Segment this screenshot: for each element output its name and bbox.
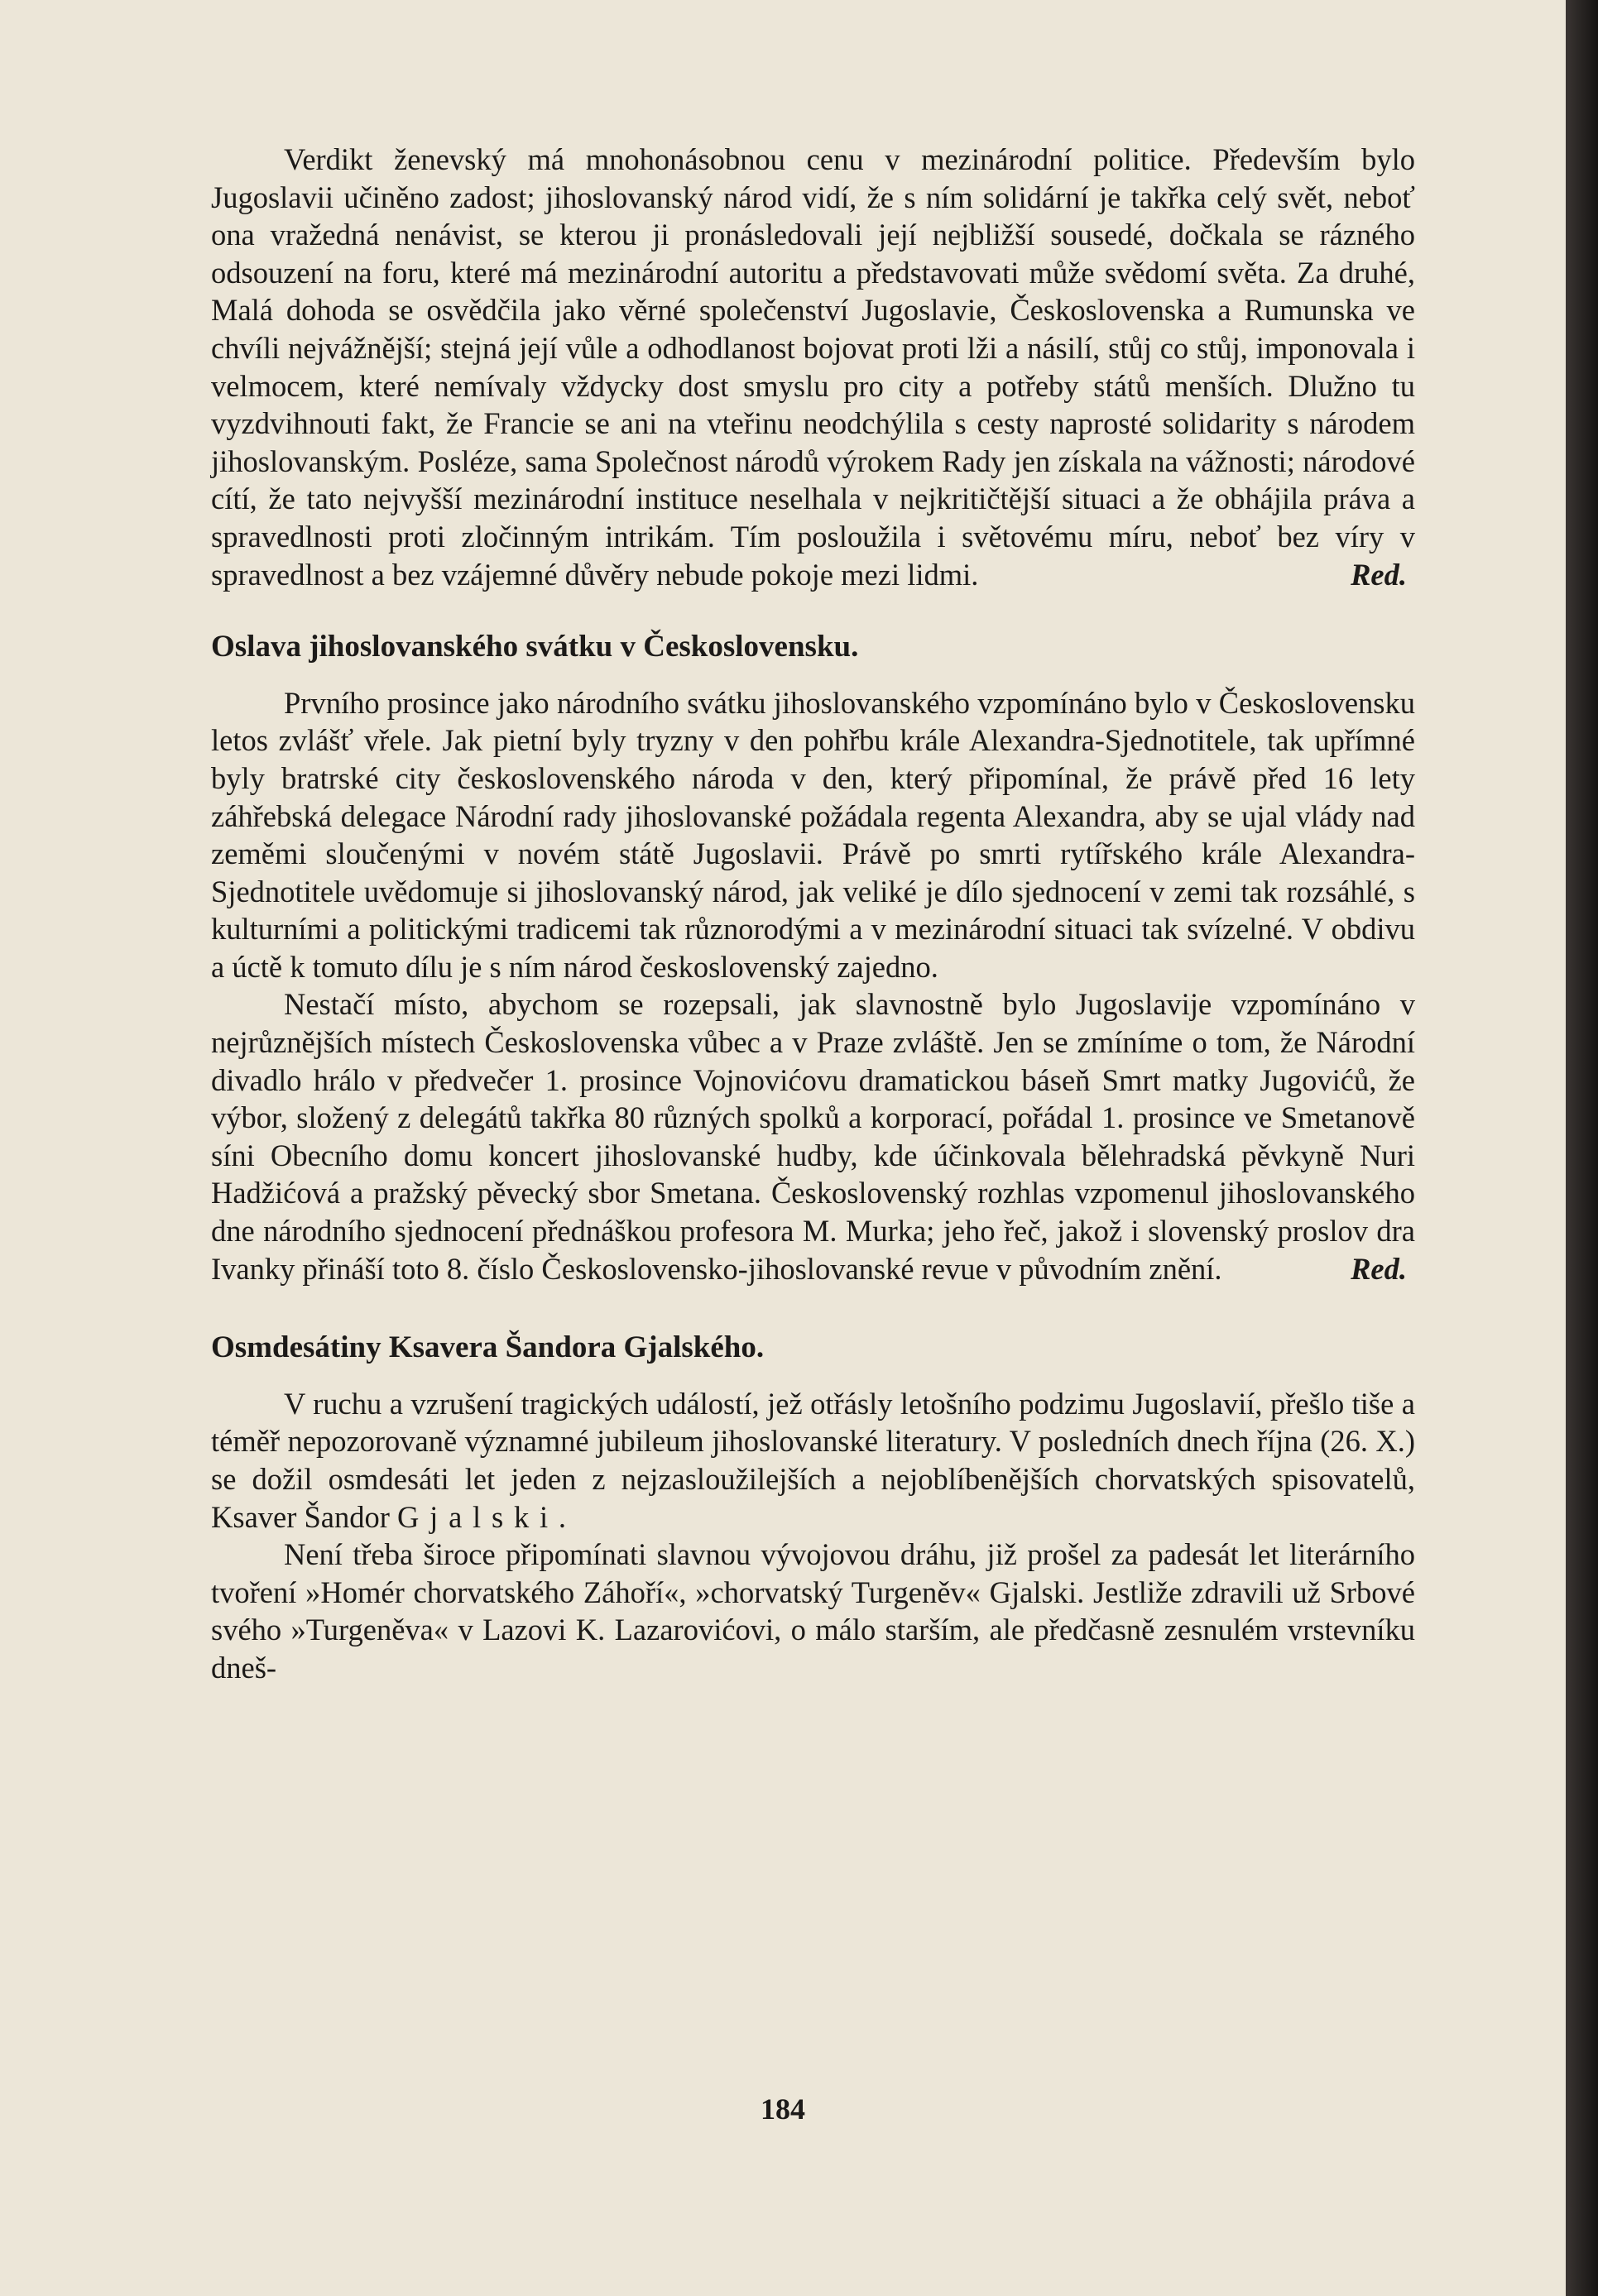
gjalski-name-spaced: Gjalski xyxy=(397,1499,559,1534)
celebration-signature: Red. xyxy=(1351,1251,1407,1286)
section-heading-gjalski: Osmdesátiny Ksavera Šandora Gjalského. xyxy=(211,1330,765,1365)
gjalski-paragraph-1 xyxy=(211,1385,1415,1536)
intro-paragraph: Verdikt ženevský má mnohonásobnou cenu v mezinárodní politice. Především bylo Jugoslavii učiněno zadost; jihoslovanský národ vidí, že s ním solidární je takřka celý svět, neboť ona vražedná nenávist, se kterou ji pronásledovali její nejbližší sousedé, dočkala se rázného odsouzení na foru, které má mezinárodní autoritu a představovati může svědomí světa. Za druhé, Malá dohoda se osvědčila jako věrné společenství Jugoslavie, Československa a Rumunska ve chvíli nejvážnější; stejná její vůle a odhodlanost bojovat proti lži a násilí, stůj co stůj, imponovala i velmocem, které nemívaly vždycky dost smyslu pro city a potřeby států menších. Dlužno tu vyzdvihnouti fakt, že Francie se ani na vteřinu neodchýlila s cesty naprosté solidarity s národem jihoslovanským. Posléze, sama Společnost národů výrokem Rady jen získala na vážnosti; národové cítí, že tato nejvyšší mezinárodní instituce neselhala v nejkritičtější situaci a že obhájila práva a spravedlnosti proti zločinným intrikám. Tím posloužila i světovému míru, neboť bez víry v spravedlnost a bez vzájemné důvěry nebude pokoje mezi lidmi. xyxy=(211,142,1415,592)
gjalski-paragraph-1-end: . xyxy=(558,1499,567,1534)
page-number: 184 xyxy=(761,2092,805,2126)
section-heading-celebration: Oslava jihoslovanského svátku v Československu. xyxy=(211,630,859,664)
page-content xyxy=(211,141,1415,1687)
book-binding-shadow xyxy=(1566,0,1598,2296)
celebration-paragraph-2: Nestačí místo, abychom se rozepsali, jak slavnostně bylo Jugoslavije vzpomínáno v nejrůznějších místech Československa vůbec a v Praze zvláště. Jen se zmíníme o tom, že Národní divadlo hrálo v předvečer 1. prosince Vojnovićovu dramatickou báseň Smrt matky Jugovićů, že výbor, složený z delegátů takřka 80 různých spolků a korporací, pořádal 1. prosince ve Smetanově síni Obecního domu koncert jihoslovanské hudby, kde účinkovala bělehradská pěvkyně Nuri Hadžićová a pražský pěvecký sbor Smetana. Československý rozhlas vzpomenul jihoslovanského dne národního sjednocení přednáškou profesora M. Murka; jeho řeč, jakož i slovenský proslov dra Ivanky přináší toto 8. číslo Československo-jihoslovanské revue v původním znění. xyxy=(211,987,1415,1286)
gjalski-paragraph-1-text: V ruchu a vzrušení tragických událostí, jež otřásly letošního podzimu Jugoslavií, přešlo tiše a téměř nepozorovaně významné jubileum jihoslovanské literatury. V posledních dnech října (26. X.) se dožil osmdesáti let jeden z nejzasloužilejších a nejoblíbenějších chorvatských spisovatelů, Ksaver Šandor xyxy=(211,1386,1415,1534)
intro-signature: Red. xyxy=(1351,557,1407,592)
celebration-paragraph-1: Prvního prosince jako národního svátku jihoslovanského vzpomínáno bylo v Československu letos zvlášť vřele. Jak pietní byly tryzny v den pohřbu krále Alexandra-Sjednotitele, tak upřímné byly bratrské city československého národa v den, který připomínal, že právě před 16 lety záhřebská delegace Národní rady jihoslovanské požádala regenta Alexandra, aby se ujal vlády nad zeměmi sloučenými v novém státě Jugoslavii. Právě po smrti rytířského krále Alexandra-Sjednotitele uvědomuje si jihoslovanský národ, jak veliké je dílo sjednocení v zemi tak rozsáhlé, s kulturními a politickými tradicemi tak různorodými a v mezinárodní situaci tak svízelné. V obdivu a úctě k tomuto dílu je s ním národ československý zajedno. xyxy=(211,685,1415,984)
gjalski-paragraph-2: Není třeba široce připomínati slavnou vývojovou dráhu, již prošel za padesát let literárního tvoření »Homér chorvatského Záhoří«, »chorvatský Turgeněv« Gjalski. Jestliže zdravili už Srbové svého »Turgeněva« v Lazovi K. Lazarovićovi, o málo starším, ale předčasně zesnulém vrstevníku dneš- xyxy=(211,1537,1415,1685)
